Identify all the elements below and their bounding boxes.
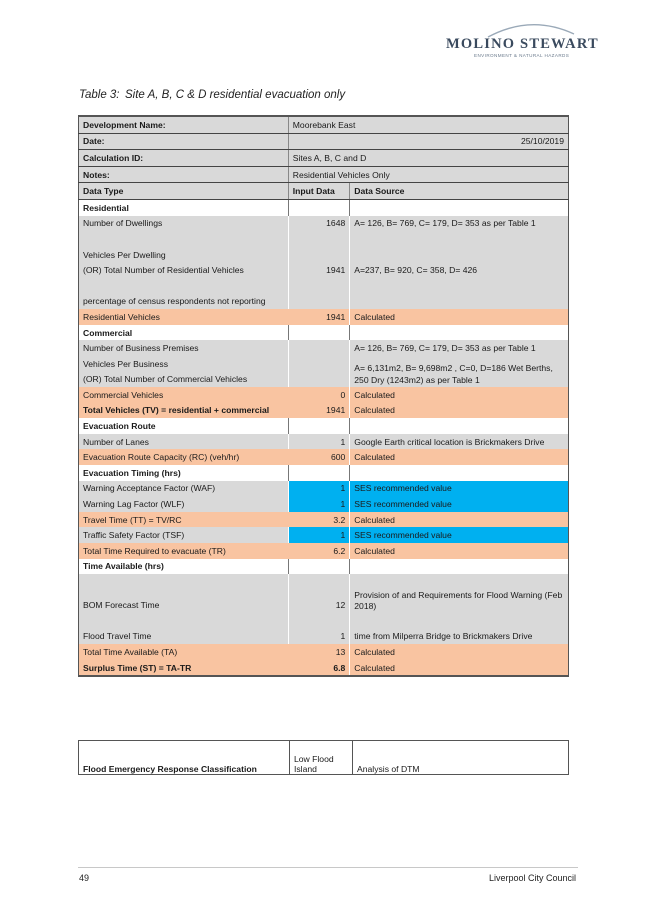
company-logo xyxy=(446,22,599,62)
evacuation-table xyxy=(78,115,569,677)
row-value: 12 xyxy=(288,590,350,613)
row-label: Total Vehicles (TV) = residential + commercial xyxy=(79,403,289,419)
table-row xyxy=(79,116,569,133)
classification-value: Low Flood Island xyxy=(290,741,353,775)
table-row xyxy=(79,247,569,263)
row-source: Calculated xyxy=(350,644,569,660)
row-value: 1941 xyxy=(288,309,350,325)
section-commercial: Commercial xyxy=(79,325,289,341)
row-source: time from Milperra Bridge to Brickmakers Drive xyxy=(350,629,569,645)
col-header-input-data: Input Data xyxy=(288,183,350,200)
section-heading-row xyxy=(79,559,569,575)
row-value: 1 xyxy=(288,496,350,512)
notes-value: Residential Vehicles Only xyxy=(288,166,568,183)
section-time-available: Time Available (hrs) xyxy=(79,559,289,575)
row-source: Calculated xyxy=(350,512,569,528)
classification-label: Flood Emergency Response Classification xyxy=(79,741,290,775)
row-label: Warning Acceptance Factor (WAF) xyxy=(79,481,289,497)
row-source: Calculated xyxy=(350,660,569,677)
row-source: SES recommended value xyxy=(350,527,569,543)
page-number: 49 xyxy=(79,873,90,883)
table-row xyxy=(79,403,569,419)
table-row xyxy=(79,449,569,465)
table-row xyxy=(79,340,569,356)
row-label: BOM Forecast Time xyxy=(79,590,289,613)
table-row xyxy=(79,543,569,559)
table-row xyxy=(79,278,569,294)
row-value: 1 xyxy=(288,481,350,497)
table-row xyxy=(79,387,569,403)
classification-table xyxy=(78,740,569,775)
table-row xyxy=(79,309,569,325)
row-source: Calculated xyxy=(350,387,569,403)
row-source: A= 126, B= 769, C= 179, D= 353 as per Table 1 xyxy=(350,216,569,232)
row-label: (OR) Total Number of Commercial Vehicles xyxy=(79,372,289,388)
row-value: 6.2 xyxy=(288,543,350,559)
row-source: Provision of and Requirements for Flood Warning (Feb 2018) xyxy=(350,590,569,613)
development-name-value: Moorebank East xyxy=(288,116,568,133)
table-row xyxy=(79,741,569,775)
row-label: Number of Business Premises xyxy=(79,340,289,356)
table-title: Site A, B, C & D residential evacuation only xyxy=(125,89,346,101)
table-row xyxy=(79,629,569,645)
row-value xyxy=(288,340,350,356)
table-row xyxy=(79,496,569,512)
row-label: Total Time Required to evacuate (TR) xyxy=(79,543,289,559)
classification-source: Analysis of DTM xyxy=(353,741,569,775)
row-label: Surplus Time (ST) = TA-TR xyxy=(79,660,289,677)
section-evacuation-route: Evacuation Route xyxy=(79,418,289,434)
row-value: 1648 xyxy=(288,216,350,232)
row-value: 600 xyxy=(288,449,350,465)
row-label: Residential Vehicles xyxy=(79,309,289,325)
row-source: Calculated xyxy=(350,309,569,325)
table-row xyxy=(79,527,569,543)
row-value: 13 xyxy=(288,644,350,660)
table-row xyxy=(79,574,569,590)
date-label: Date: xyxy=(79,133,289,150)
calc-id-label: Calculation ID: xyxy=(79,150,289,167)
col-header-data-type: Data Type xyxy=(79,183,289,200)
section-residential: Residential xyxy=(79,199,289,215)
row-label: Commercial Vehicles xyxy=(79,387,289,403)
row-value: 1941 xyxy=(288,403,350,419)
table-caption xyxy=(79,89,345,101)
table-row xyxy=(79,660,569,677)
row-label: Vehicles Per Business xyxy=(79,356,289,372)
row-value: 1 xyxy=(288,629,350,645)
table-row xyxy=(79,613,569,629)
row-value: 6.8 xyxy=(288,660,350,677)
table-number: Table 3: xyxy=(79,89,120,101)
logo-tagline: ENVIRONMENT & NATURAL HAZARDS xyxy=(474,53,570,58)
table-row xyxy=(79,133,569,150)
logo-name: MOLINO STEWART xyxy=(446,36,599,52)
table-row xyxy=(79,150,569,167)
row-label: Warning Lag Factor (WLF) xyxy=(79,496,289,512)
section-heading-row xyxy=(79,465,569,481)
row-source: Calculated xyxy=(350,449,569,465)
table-row xyxy=(79,644,569,660)
table-row xyxy=(79,216,569,232)
section-heading-row xyxy=(79,418,569,434)
table-row xyxy=(79,262,569,278)
date-value: 25/10/2019 xyxy=(288,133,568,150)
row-source: Calculated xyxy=(350,403,569,419)
col-header-data-source: Data Source xyxy=(350,183,569,200)
table-row xyxy=(79,231,569,247)
table-row xyxy=(79,512,569,528)
row-label: Number of Lanes xyxy=(79,434,289,450)
row-source: SES recommended value xyxy=(350,481,569,497)
table-row xyxy=(79,481,569,497)
row-source: A= 126, B= 769, C= 179, D= 353 as per Table 1 xyxy=(350,340,569,356)
footer-divider xyxy=(78,867,578,868)
row-value: 1 xyxy=(288,527,350,543)
row-label: Flood Travel Time xyxy=(79,629,289,645)
row-value: 3.2 xyxy=(288,512,350,528)
calc-id-value: Sites A, B, C and D xyxy=(288,150,568,167)
table-row xyxy=(79,356,569,372)
row-label: Number of Dwellings xyxy=(79,216,289,232)
section-heading-row xyxy=(79,199,569,215)
row-value: 0 xyxy=(288,387,350,403)
row-source: A= 6,131m2, B= 9,698m2 , C=0, D=186 Wet Berths, 250 Dry (1243m2) as per Table 1 xyxy=(350,356,569,387)
notes-label: Notes: xyxy=(79,166,289,183)
row-source: SES recommended value xyxy=(350,496,569,512)
row-label: Evacuation Route Capacity (RC) (veh/hr) xyxy=(79,449,289,465)
row-value: 1 xyxy=(288,434,350,450)
column-header-row xyxy=(79,183,569,200)
row-label: (OR) Total Number of Residential Vehicles xyxy=(79,262,289,278)
row-label: Traffic Safety Factor (TSF) xyxy=(79,527,289,543)
row-source: A=237, B= 920, C= 358, D= 426 xyxy=(350,262,569,278)
row-source: Calculated xyxy=(350,543,569,559)
row-label: percentage of census respondents not reporting xyxy=(79,294,289,310)
row-source: Google Earth critical location is Brickmakers Drive xyxy=(350,434,569,450)
table-row xyxy=(79,166,569,183)
footer-council: Liverpool City Council xyxy=(488,873,576,883)
row-label: Travel Time (TT) = TV/RC xyxy=(79,512,289,528)
section-evacuation-timing: Evacuation Timing (hrs) xyxy=(79,465,289,481)
section-heading-row xyxy=(79,325,569,341)
row-label: Vehicles Per Dwelling xyxy=(79,247,289,263)
table-row xyxy=(79,294,569,310)
row-value: 1941 xyxy=(288,262,350,278)
table-row xyxy=(79,434,569,450)
row-label: Total Time Available (TA) xyxy=(79,644,289,660)
development-name-label: Development Name: xyxy=(79,116,289,133)
